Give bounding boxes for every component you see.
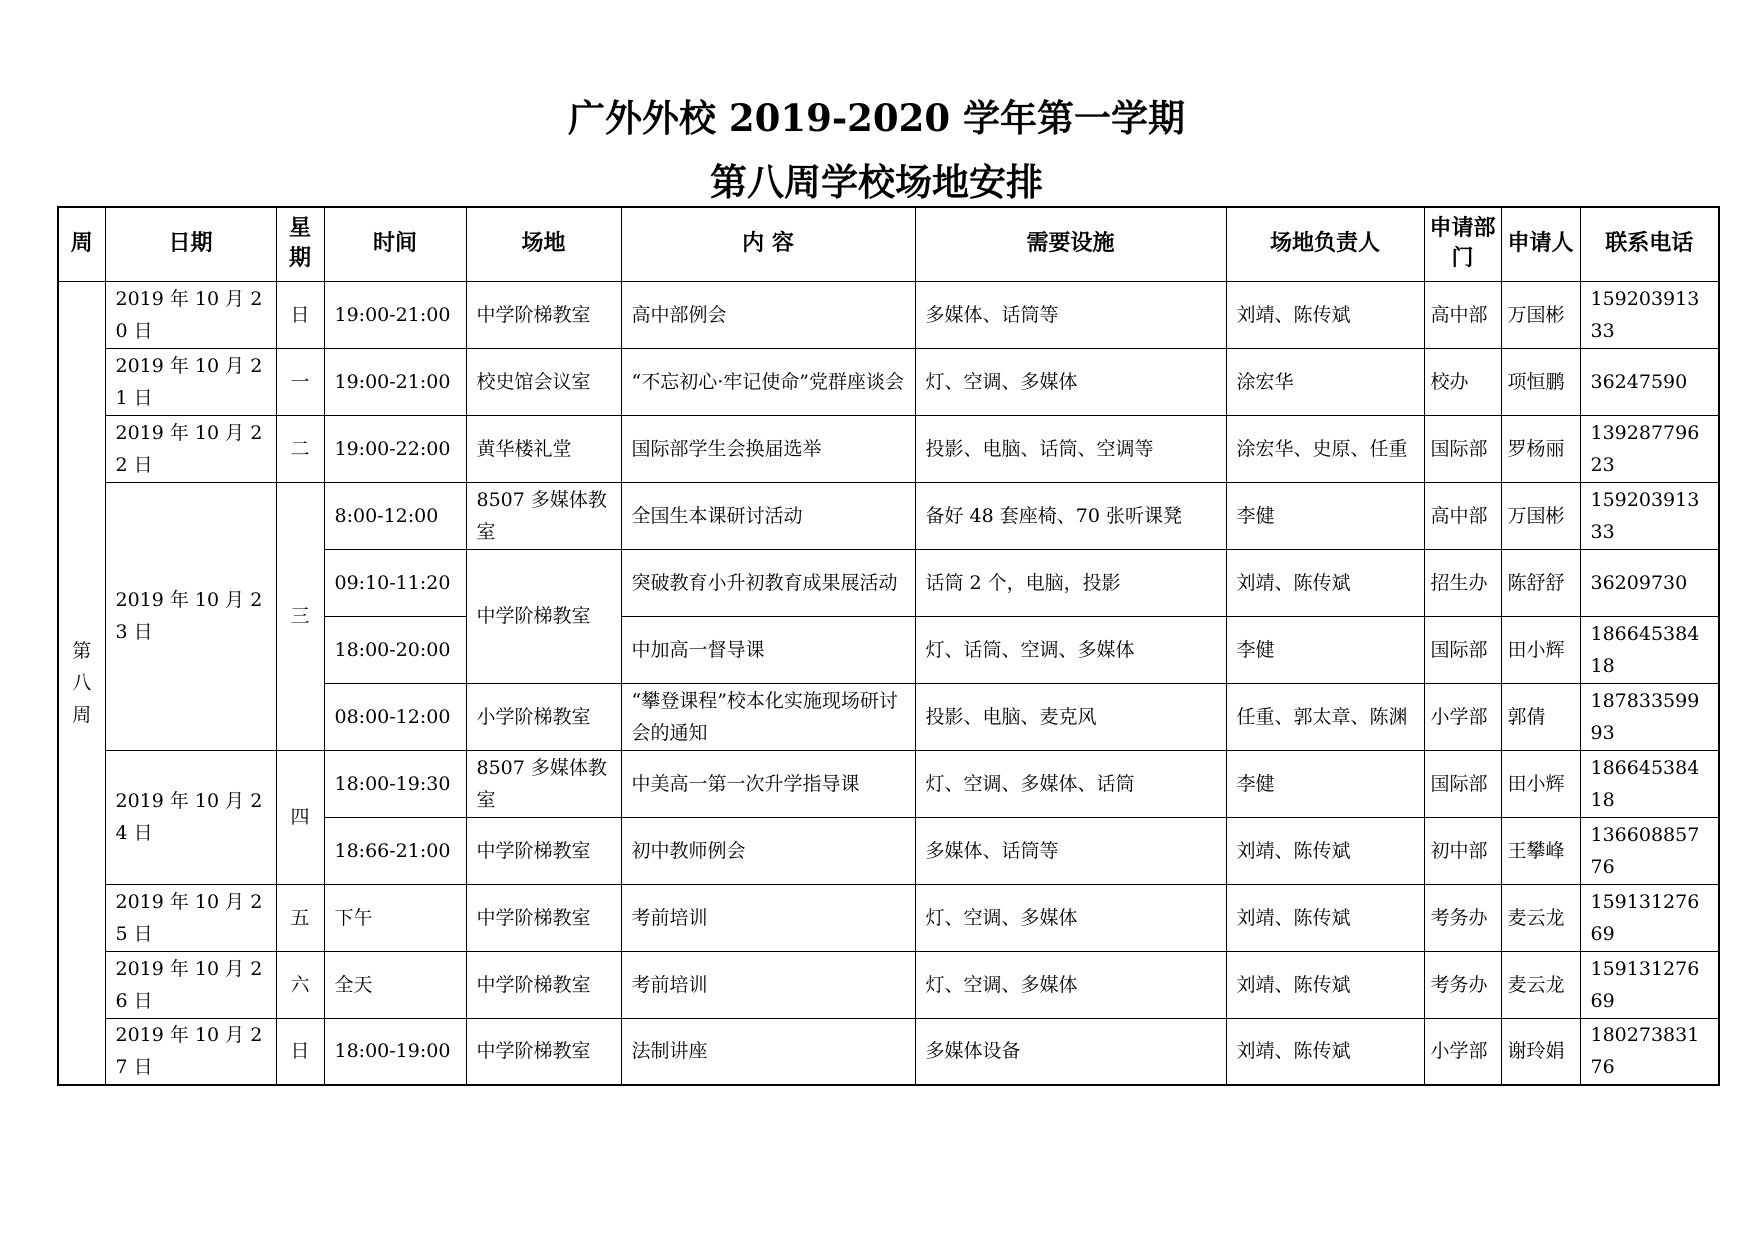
manager-cell: 涂宏华、史原、任重: [1226, 415, 1424, 482]
header-applicant: 申请人: [1501, 207, 1580, 281]
facilities-cell: 多媒体、话筒等: [915, 281, 1226, 348]
time-cell: 19:00-21:00: [324, 281, 466, 348]
manager-cell: 刘靖、陈传斌: [1226, 817, 1424, 884]
header-phone: 联系电话: [1580, 207, 1719, 281]
applicant-cell: 田小辉: [1501, 616, 1580, 683]
phone-cell: 15920391333: [1580, 482, 1719, 549]
table-row: [58, 750, 1719, 817]
applicant-cell: 罗杨丽: [1501, 415, 1580, 482]
venue-cell: 黄华楼礼堂: [466, 415, 621, 482]
venue-schedule-table: [57, 206, 1720, 1086]
document-subtitle: 第八周学校场地安排: [710, 160, 1043, 204]
venue-cell: 小学阶梯教室: [466, 683, 621, 750]
table-row: [58, 281, 1719, 348]
weekday-cell: 五: [276, 884, 324, 951]
weekday-cell: 日: [276, 281, 324, 348]
date-cell: 2019 年 10 月 21 日: [105, 348, 276, 415]
phone-cell: 18783359993: [1580, 683, 1719, 750]
document-title: 广外外校 2019-2020 学年第一学期: [567, 96, 1186, 140]
manager-cell: 刘靖、陈传斌: [1226, 884, 1424, 951]
manager-cell: 任重、郭太章、陈渊: [1226, 683, 1424, 750]
phone-cell: 36247590: [1580, 348, 1719, 415]
content-cell: “攀登课程”校本化实施现场研讨会的通知: [621, 683, 915, 750]
applicant-cell: 田小辉: [1501, 750, 1580, 817]
facilities-cell: 话筒 2 个，电脑，投影: [915, 549, 1226, 616]
dept-cell: 考务办: [1424, 884, 1501, 951]
header-content: 内 容: [621, 207, 915, 281]
weekday-cell: 一: [276, 348, 324, 415]
content-cell: 考前培训: [621, 884, 915, 951]
content-cell: 中美高一第一次升学指导课: [621, 750, 915, 817]
manager-cell: 刘靖、陈传斌: [1226, 951, 1424, 1018]
facilities-cell: 灯、空调、多媒体、话筒: [915, 750, 1226, 817]
applicant-cell: 谢玲娟: [1501, 1018, 1580, 1085]
dept-cell: 小学部: [1424, 683, 1501, 750]
header-weekday: 星期: [276, 207, 324, 281]
content-cell: 高中部例会: [621, 281, 915, 348]
time-cell: 8:00-12:00: [324, 482, 466, 549]
table-row: [58, 415, 1719, 482]
venue-cell: 8507 多媒体教室: [466, 482, 621, 549]
time-cell: 18:66-21:00: [324, 817, 466, 884]
header-manager: 场地负责人: [1226, 207, 1424, 281]
time-cell: 19:00-22:00: [324, 415, 466, 482]
phone-cell: 18664538418: [1580, 750, 1719, 817]
phone-cell: 13660885776: [1580, 817, 1719, 884]
header-row: [58, 207, 1719, 281]
dept-cell: 初中部: [1424, 817, 1501, 884]
content-cell: 中加高一督导课: [621, 616, 915, 683]
dept-cell: 招生办: [1424, 549, 1501, 616]
content-cell: 初中教师例会: [621, 817, 915, 884]
dept-cell: 高中部: [1424, 482, 1501, 549]
phone-cell: 15913127669: [1580, 884, 1719, 951]
header-venue: 场地: [466, 207, 621, 281]
table-row: [58, 884, 1719, 951]
manager-cell: 涂宏华: [1226, 348, 1424, 415]
facilities-cell: 多媒体、话筒等: [915, 817, 1226, 884]
date-cell: 2019 年 10 月 26 日: [105, 951, 276, 1018]
header-facilities: 需要设施: [915, 207, 1226, 281]
weekday-cell: 二: [276, 415, 324, 482]
table-row: [58, 348, 1719, 415]
venue-cell: 中学阶梯教室: [466, 549, 621, 683]
dept-cell: 国际部: [1424, 415, 1501, 482]
facilities-cell: 灯、话筒、空调、多媒体: [915, 616, 1226, 683]
time-cell: 08:00-12:00: [324, 683, 466, 750]
dept-cell: 校办: [1424, 348, 1501, 415]
applicant-cell: 郭倩: [1501, 683, 1580, 750]
date-cell: 2019 年 10 月 23 日: [105, 482, 276, 750]
facilities-cell: 投影、电脑、话筒、空调等: [915, 415, 1226, 482]
venue-cell: 中学阶梯教室: [466, 281, 621, 348]
facilities-cell: 灯、空调、多媒体: [915, 951, 1226, 1018]
facilities-cell: 灯、空调、多媒体: [915, 348, 1226, 415]
venue-cell: 中学阶梯教室: [466, 817, 621, 884]
date-cell: 2019 年 10 月 24 日: [105, 750, 276, 884]
content-cell: 法制讲座: [621, 1018, 915, 1085]
manager-cell: 刘靖、陈传斌: [1226, 549, 1424, 616]
weekday-cell: 六: [276, 951, 324, 1018]
facilities-cell: 灯、空调、多媒体: [915, 884, 1226, 951]
phone-cell: 15920391333: [1580, 281, 1719, 348]
table-row: [58, 951, 1719, 1018]
time-cell: 18:00-19:00: [324, 1018, 466, 1085]
dept-cell: 国际部: [1424, 616, 1501, 683]
header-date: 日期: [105, 207, 276, 281]
date-cell: 2019 年 10 月 25 日: [105, 884, 276, 951]
time-cell: 下午: [324, 884, 466, 951]
time-cell: 19:00-21:00: [324, 348, 466, 415]
time-cell: 全天: [324, 951, 466, 1018]
dept-cell: 高中部: [1424, 281, 1501, 348]
manager-cell: 刘靖、陈传斌: [1226, 1018, 1424, 1085]
applicant-cell: 万国彬: [1501, 482, 1580, 549]
venue-cell: 8507 多媒体教室: [466, 750, 621, 817]
facilities-cell: 投影、电脑、麦克风: [915, 683, 1226, 750]
manager-cell: 李健: [1226, 616, 1424, 683]
applicant-cell: 麦云龙: [1501, 884, 1580, 951]
time-cell: 18:00-19:30: [324, 750, 466, 817]
phone-cell: 18027383176: [1580, 1018, 1719, 1085]
phone-cell: 13928779623: [1580, 415, 1719, 482]
venue-cell: 中学阶梯教室: [466, 951, 621, 1018]
header-week: 周: [58, 207, 105, 281]
venue-cell: 中学阶梯教室: [466, 1018, 621, 1085]
phone-cell: 36209730: [1580, 549, 1719, 616]
applicant-cell: 陈舒舒: [1501, 549, 1580, 616]
header-dept: 申请部门: [1424, 207, 1501, 281]
phone-cell: 18664538418: [1580, 616, 1719, 683]
time-cell: 09:10-11:20: [324, 549, 466, 616]
week-cell: 第八周: [58, 281, 105, 1085]
table-row: [58, 1018, 1719, 1085]
content-cell: “不忘初心·牢记使命”党群座谈会: [621, 348, 915, 415]
date-cell: 2019 年 10 月 20 日: [105, 281, 276, 348]
date-cell: 2019 年 10 月 22 日: [105, 415, 276, 482]
applicant-cell: 项恒鹏: [1501, 348, 1580, 415]
phone-cell: 15913127669: [1580, 951, 1719, 1018]
date-cell: 2019 年 10 月 27 日: [105, 1018, 276, 1085]
venue-cell: 中学阶梯教室: [466, 884, 621, 951]
manager-cell: 李健: [1226, 482, 1424, 549]
content-cell: 突破教育小升初教育成果展活动: [621, 549, 915, 616]
manager-cell: 李健: [1226, 750, 1424, 817]
applicant-cell: 麦云龙: [1501, 951, 1580, 1018]
dept-cell: 国际部: [1424, 750, 1501, 817]
venue-cell: 校史馆会议室: [466, 348, 621, 415]
facilities-cell: 多媒体设备: [915, 1018, 1226, 1085]
weekday-cell: 三: [276, 482, 324, 750]
weekday-cell: 四: [276, 750, 324, 884]
content-cell: 国际部学生会换届选举: [621, 415, 915, 482]
table-row: [58, 482, 1719, 549]
content-cell: 全国生本课研讨活动: [621, 482, 915, 549]
dept-cell: 考务办: [1424, 951, 1501, 1018]
applicant-cell: 万国彬: [1501, 281, 1580, 348]
manager-cell: 刘靖、陈传斌: [1226, 281, 1424, 348]
weekday-cell: 日: [276, 1018, 324, 1085]
applicant-cell: 王攀峰: [1501, 817, 1580, 884]
dept-cell: 小学部: [1424, 1018, 1501, 1085]
content-cell: 考前培训: [621, 951, 915, 1018]
facilities-cell: 备好 48 套座椅、70 张听课凳: [915, 482, 1226, 549]
time-cell: 18:00-20:00: [324, 616, 466, 683]
header-time: 时间: [324, 207, 466, 281]
